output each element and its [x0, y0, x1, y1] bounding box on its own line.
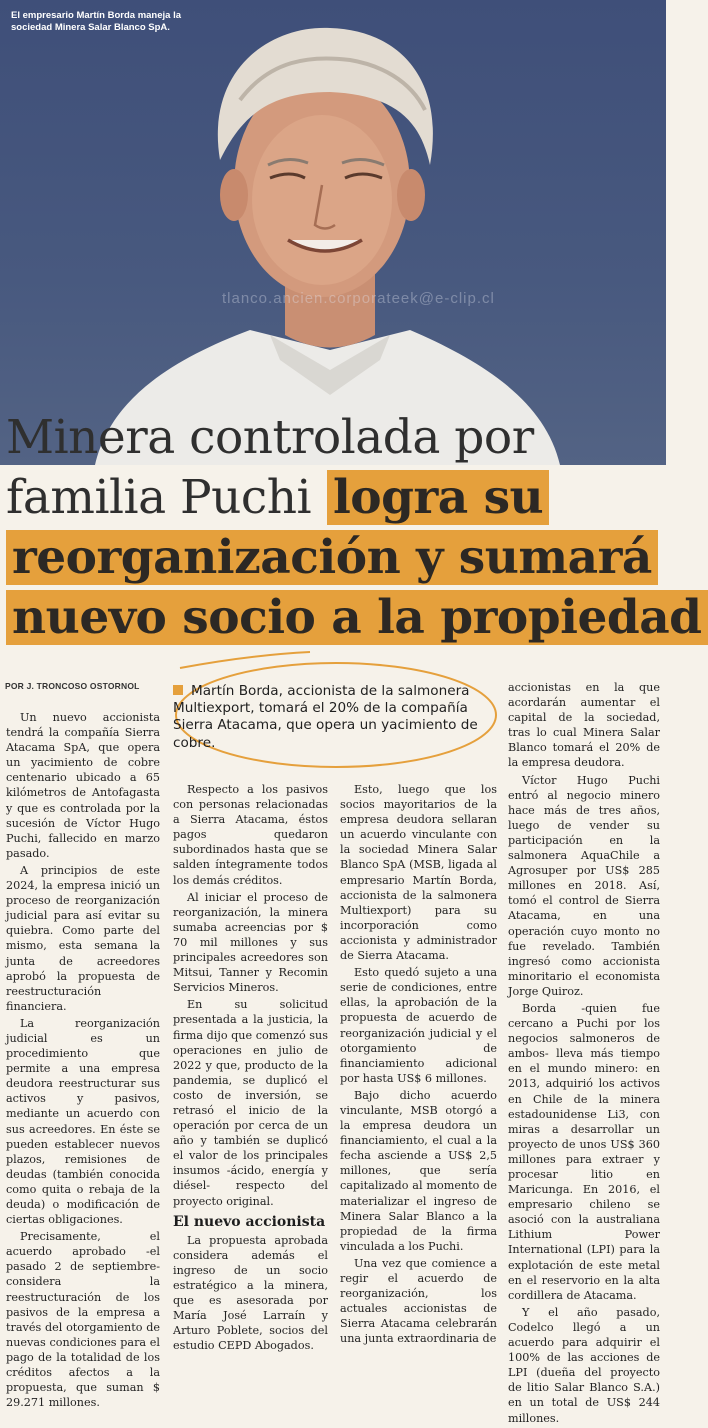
paragraph: Al iniciar el proceso de reorganización, la minera sumaba acreencias por $ 70 mil millones y sus principales acreedores son Mitsui, Tanner y Recomin Servicios Mineros.	[173, 890, 328, 995]
subheading: El nuevo accionista	[173, 1213, 326, 1230]
paragraph: Bajo dicho acuerdo vinculante, MSB otorgó a la empresa deudora un financiamiento, el cual a la fecha asciende a US$ 2,5 millones, que sería capitalizado al momento de materializar el ingreso de Minera Salar Blanco a la propiedad de la firma vinculada a los Puchi.	[340, 1088, 497, 1253]
byline: POR J. TRONCOSO OSTORNOL	[5, 681, 140, 691]
photo-caption: El empresario Martín Borda maneja la sociedad Minera Salar Blanco SpA.	[11, 10, 182, 33]
paragraph: Víctor Hugo Puchi entró al negocio minero hace más de tres años, luego de vender su participación en la salmonera AquaChile a Agrosuper por US$ 285 millones en 2018. Así, tomó el control de Sierra Atacama, en una operación cuyo monto no fue revelado. También ingresó como accionista minoritario el economista Jorge Quiroz.	[508, 773, 660, 998]
article-column-4	[508, 680, 660, 1428]
headline-line-3-highlight: reorganización y sumará	[6, 530, 658, 585]
watermark: tlanco.ancien.corporateek@e-clip.cl	[222, 290, 495, 307]
orange-square-icon	[173, 685, 183, 695]
pull-quote-text: Martín Borda, accionista de la salmonera Multiexport, tomará el 20% de la compañía Sierra Atacama, que opera un yacimiento de cobre.	[173, 683, 478, 751]
paragraph: En su solicitud presentada a la justicia, la firma dijo que comenzó sus operaciones en julio de 2022 y que, producto de la pandemia, se duplicó el costo de inversión, se retrasó el inicio de la operación por cerca de un año y también se duplicó el valor de los principales insumos -ácido, energía y diésel- respecto del proyecto original.	[173, 998, 328, 1208]
paragraph: A principios de este 2024, la empresa inició un proceso de reorganización judicial para así evitar su quiebra. Como parte del mismo, esta semana la junta de acreedores aprobó la propuesta de reestructuración financiera.	[6, 863, 160, 1013]
article-column-2	[173, 782, 328, 1355]
paragraph: Esto, luego que los socios mayoritarios de la empresa deudora sellaran un acuerdo vinculante con la sociedad Minera Salar Blanco SpA (MSB, ligada al empresario Martín Borda, accionista de la salmonera Multiexport) para su incorporación como accionista y administrador de Sierra Atacama.	[340, 783, 497, 963]
paragraph: Y el año pasado, Codelco llegó a un acuerdo para adquirir el 100% de las acciones de LPI (dueña del proyecto de litio Salar Blanco S.A.) en un total de US$ 244 millones.	[508, 1305, 660, 1425]
headline-line-4-highlight: nuevo socio a la propiedad	[6, 590, 708, 645]
paragraph: Precisamente, el acuerdo aprobado -el pasado 2 de septiembre- considera la reestructuración de los pasivos de la empresa a través del otorgamiento de nuevas condiciones para el pago de la totalidad de los créditos afectos a la propuesta, que suman $ 29.271 millones.	[6, 1230, 160, 1410]
headline-line-2-highlight: logra su	[327, 470, 549, 525]
headline-line-2-plain: familia Puchi	[6, 470, 312, 525]
paragraph: Borda -quien fue cercano a Puchi por los negocios salmoneros de ambos- lleva más tiempo en el mundo minero: en 2013, adquirió los activos en Chile de la minera estadounidense Li3, con miras a desarrollar un proyecto de unos US$ 360 millones para extraer y procesar litio en Maricunga. En 2016, el empresario chileno se asoció con la australiana Lithium Power International (LPI) para la explotación de este metal en el reservorio en la alta cordillera de Atacama.	[508, 1001, 660, 1302]
portrait-illustration	[0, 0, 666, 465]
portrait-photo	[0, 0, 666, 465]
article-column-1	[6, 710, 160, 1412]
paragraph: Respecto a los pasivos con personas relacionadas a Sierra Atacama, éstos pagos quedaron subordinados hasta que se salden íntegramente todos los demás créditos.	[173, 783, 328, 887]
article-column-3	[340, 782, 497, 1348]
headline-line-1: Minera controlada por	[6, 410, 534, 465]
headline	[6, 408, 702, 648]
paragraph: La propuesta aprobada considera además el ingreso de un socio estratégico a la minera, que es asesorada por María José Larraín y Arturo Poblete, socios del estudio CEPD Abogados.	[173, 1233, 328, 1353]
paragraph: accionistas en la que acordarán aumentar el capital de la sociedad, tras lo cual Minera Salar Blanco tomará el 20% de la empresa deudora.	[508, 681, 660, 770]
paragraph: Una vez que comience a regir el acuerdo de reorganización, los actuales accionistas de Sierra Atacama celebrarán una junta extraordinaria de	[340, 1256, 497, 1346]
pull-quote	[173, 683, 498, 752]
paragraph: La reorganización judicial es un procedimiento que permite a una empresa deudora reestructurar sus activos y pasivos, mediante un acuerdo con sus acreedores. En éste se pueden establecer nuevos plazos, remisiones de deudas (también conocida como quita o rebaja de la deuda) o modificación de ciertas obligaciones.	[6, 1016, 160, 1227]
paragraph: Un nuevo accionista tendrá la compañía Sierra Atacama SpA, que opera un yacimiento de cobre centenario ubicado a 65 kilómetros de Antofagasta y que es controlada por la sucesión de Víctor Hugo Puchi, fallecido en marzo pasado.	[6, 711, 160, 860]
paragraph: Esto quedó sujeto a una serie de condiciones, entre ellas, la aprobación de la propuesta de acuerdo de reorganización judicial y el otorgamiento de financiamiento adicional por hasta US$ 6 millones.	[340, 966, 497, 1085]
